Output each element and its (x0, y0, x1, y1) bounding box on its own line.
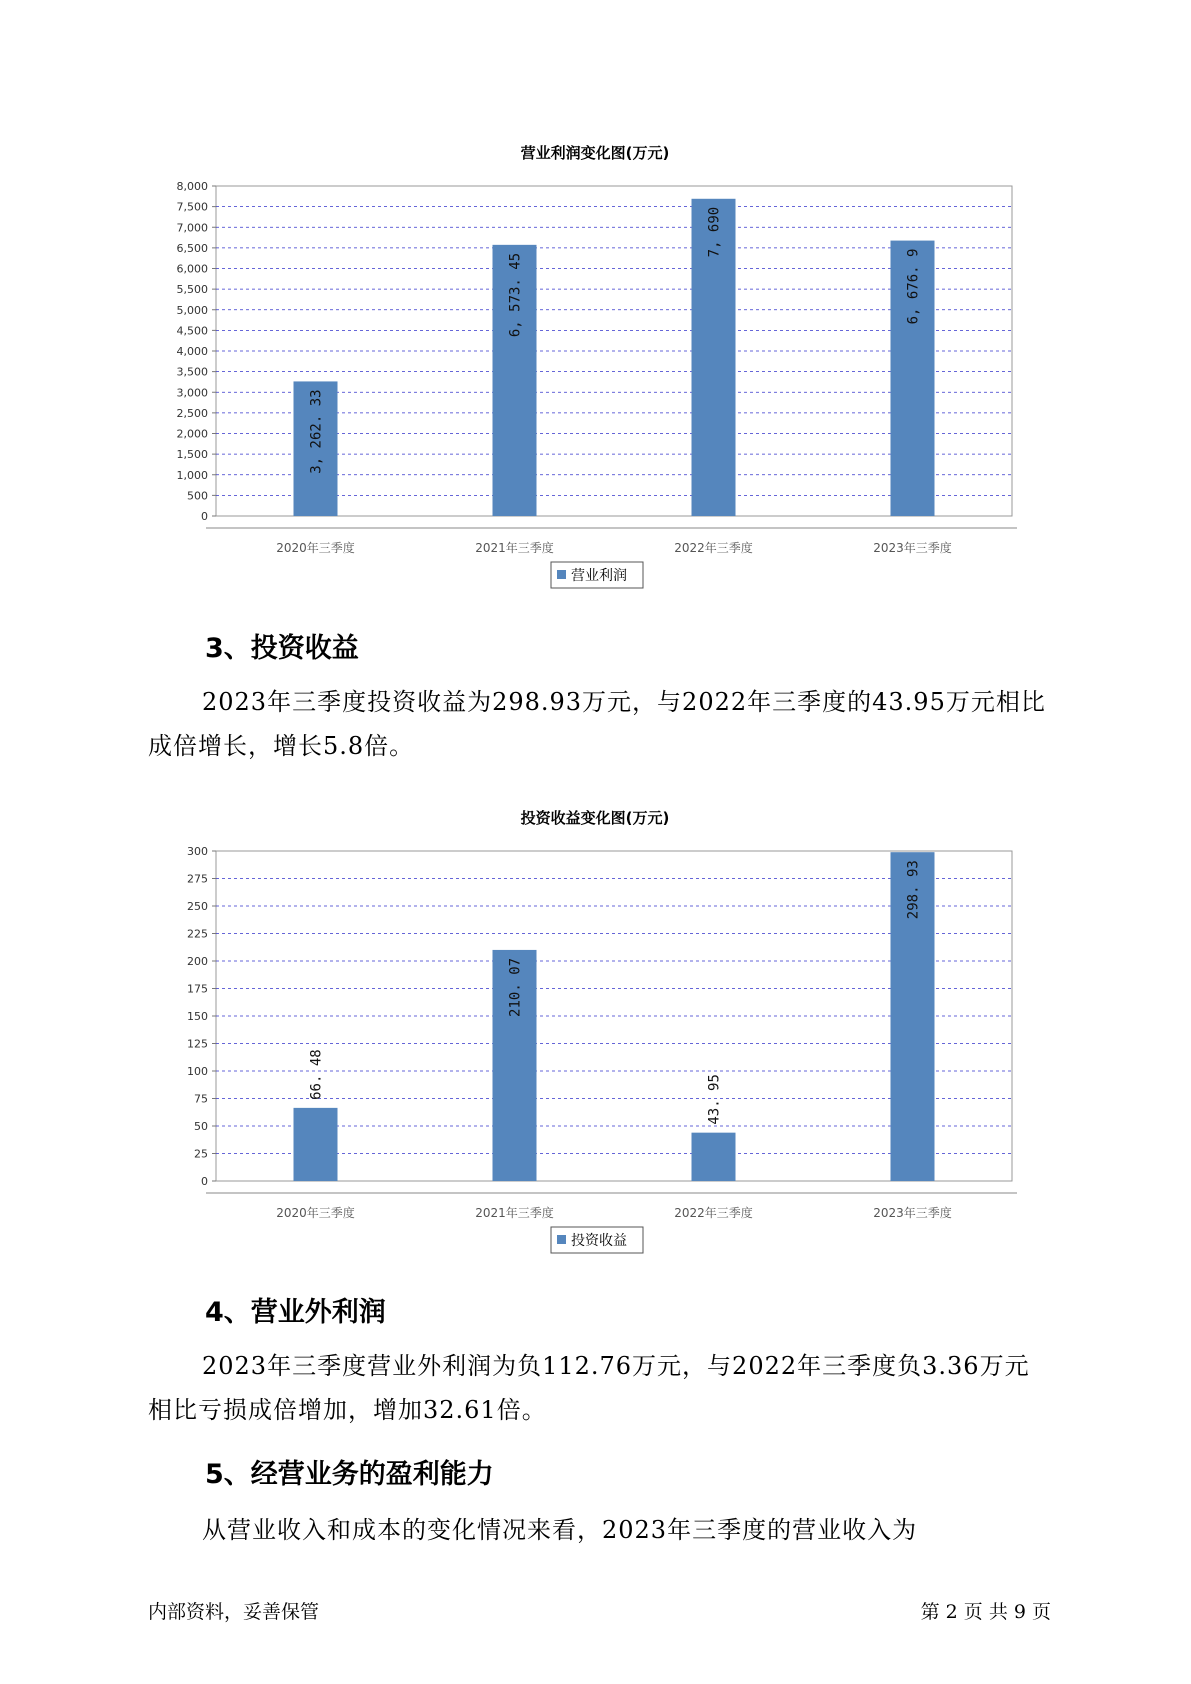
y-tick-label: 5,500 (176, 283, 208, 297)
x-tick-label: 2020年三季度 (276, 1206, 355, 1220)
data-label: 210. 07 (507, 957, 524, 1017)
y-tick-label: 175 (187, 982, 208, 996)
footer-page-number: 第 2 页 共 9 页 (920, 1601, 1051, 1623)
investment-income-chart-svg (0, 795, 1191, 1265)
bar (692, 1133, 736, 1181)
y-tick-label: 100 (187, 1065, 208, 1078)
y-tick-label: 500 (187, 489, 208, 503)
y-tick-label: 6,000 (176, 262, 208, 276)
x-tick-label: 2022年三季度 (674, 1206, 753, 1220)
section-heading-profitability: 5、经营业务的盈利能力 (205, 1459, 494, 1490)
y-tick-label: 8,000 (176, 180, 208, 193)
y-tick-label: 5,000 (176, 303, 208, 317)
y-tick-label: 125 (187, 1037, 208, 1051)
y-tick-label: 0 (201, 1175, 208, 1188)
operating-profit-chart-svg (0, 130, 1191, 600)
y-tick-label: 1,000 (176, 468, 208, 482)
y-tick-label: 225 (187, 927, 208, 941)
chart-title: 营业利润变化图(万元) (520, 144, 670, 162)
section-heading-investment-income: 3、投资收益 (205, 633, 359, 664)
x-tick-label: 2021年三季度 (475, 541, 554, 555)
legend-label: 营业利润 (571, 568, 627, 584)
x-tick-label: 2022年三季度 (674, 541, 753, 555)
y-tick-label: 300 (187, 845, 208, 858)
y-tick-label: 7,500 (176, 200, 208, 214)
x-tick-label: 2023年三季度 (873, 1206, 952, 1220)
y-tick-label: 200 (187, 955, 208, 968)
paragraph-investment-income: 2023年三季度投资收益为298.93万元，与2022年三季度的43.95万元相比成倍增长，增长5.8倍。 (148, 688, 1046, 760)
y-tick-label: 3,000 (176, 386, 208, 400)
y-tick-label: 3,500 (176, 365, 208, 379)
y-tick-label: 25 (194, 1147, 208, 1161)
y-tick-label: 250 (187, 900, 208, 913)
y-tick-label: 4,500 (176, 324, 208, 338)
legend (551, 562, 643, 588)
paragraph-non-operating-profit: 2023年三季度营业外利润为负112.76万元，与2022年三季度负3.36万元相比亏损成倍增加，增加32.61倍。 (148, 1352, 1030, 1424)
y-tick-label: 50 (194, 1120, 208, 1133)
data-label: 66. 48 (308, 1049, 325, 1100)
data-label: 6, 573. 45 (507, 252, 524, 338)
data-label: 6, 676. 9 (905, 248, 922, 325)
footer-confidential-note: 内部资料，妥善保管 (148, 1601, 320, 1623)
investment-income-chart (0, 795, 1191, 1265)
y-tick-label: 2,000 (176, 427, 208, 441)
paragraph-profitability: 从营业收入和成本的变化情况来看，2023年三季度的营业收入为 (202, 1516, 918, 1544)
data-label: 3, 262. 33 (308, 389, 325, 474)
y-tick-label: 1,500 (176, 448, 208, 462)
legend-swatch (557, 570, 566, 579)
legend (551, 1227, 643, 1253)
y-tick-label: 4,000 (176, 345, 208, 358)
y-tick-label: 7,000 (176, 221, 208, 235)
y-tick-label: 2,500 (176, 406, 208, 420)
chart-title: 投资收益变化图(万元) (520, 809, 670, 827)
y-tick-label: 75 (194, 1092, 208, 1106)
legend-label: 投资收益 (571, 1233, 627, 1249)
y-tick-label: 6,500 (176, 241, 208, 255)
section-heading-non-operating-profit: 4、营业外利润 (205, 1297, 386, 1328)
y-tick-label: 275 (187, 872, 208, 886)
y-tick-label: 150 (187, 1010, 208, 1023)
bar (294, 1108, 338, 1181)
x-tick-label: 2023年三季度 (873, 541, 952, 555)
data-label: 7, 690 (706, 206, 723, 258)
data-label: 298. 93 (905, 860, 922, 920)
y-tick-label: 0 (201, 510, 208, 523)
x-tick-label: 2021年三季度 (475, 1206, 554, 1220)
data-label: 43. 95 (706, 1074, 723, 1125)
x-tick-label: 2020年三季度 (276, 541, 355, 555)
operating-profit-chart (0, 130, 1191, 600)
legend-swatch (557, 1235, 566, 1244)
